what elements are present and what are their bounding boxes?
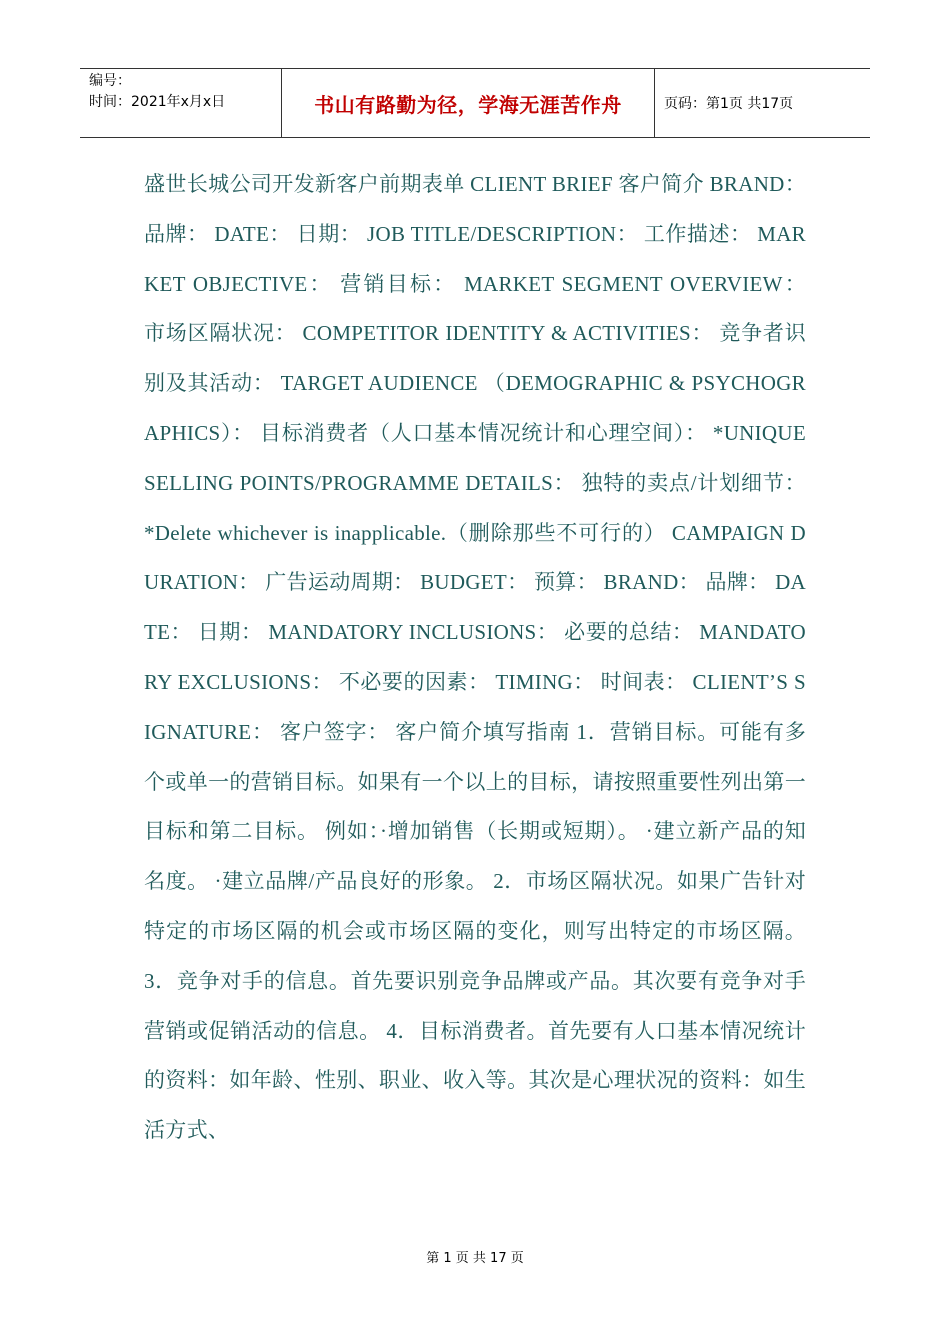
document-header	[80, 68, 870, 138]
body-paragraph: 盛世长城公司开发新客户前期表单 CLIENT BRIEF 客户简介 BRAND： 品牌： DATE： 日期： JOB TITLE/DESCRIPTION： 工作描述： MARKET OBJECTIVE： 营销目标： MARKET SEGMENT OVERVIEW： 市场区隔状况： COMPETITOR IDENTITY & ACTIVITIES： 竞争者识别及其活动： TARGET AUDIENCE （DEMOGRAPHIC & PSYCHOGRAPHICS）： 目标消费者（人口基本情况统计和心理空间）： *UNIQUE SELLING POINTS/PROGRAMME DETAILS： 独特的卖点/计划细节： *Delete whichever is inapplicable.（删除那些不可行的） CAMPAIGN DURATION： 广告运动周期： BUDGET： 预算： BRAND： 品牌： DATE： 日期： MANDATORY INCLUSIONS： 必要的总结： MANDATORY EXCLUSIONS： 不必要的因素： TIMING： 时间表： CLIENT’S SIGNATURE： 客户签字： 客户简介填写指南 1．营销目标。可能有多个或单一的营销目标。如果有一个以上的目标，请按照重要性列出第一目标和第二目标。 例如：·增加销售（长期或短期）。 ·建立新产品的知名度。 ·建立品牌/产品良好的形象。 2．市场区隔状况。如果广告针对特定的市场区隔的机会或市场区隔的变化，则写出特定的市场区隔。 3．竞争对手的信息。首先要识别竞争品牌或产品。其次要有竞争对手营销或促销活动的信息。 4．目标消费者。首先要有人口基本情况统计的资料：如年龄、性别、职业、收入等。其次是心理状况的资料：如生活方式、	[144, 172, 806, 1143]
header-page-cell	[655, 69, 870, 137]
header-meta	[80, 69, 282, 137]
page-footer: 第 1 页 共 17 页	[426, 1251, 524, 1266]
header-motto-cell	[282, 69, 655, 137]
number-label: 编号：	[89, 73, 131, 89]
motto: 书山有路勤为径，学海无涯苦作舟	[314, 92, 622, 117]
page-number-label: 页码：第1页 共17页	[664, 96, 794, 112]
time-label: 时间：2021年x月x日	[89, 94, 226, 110]
